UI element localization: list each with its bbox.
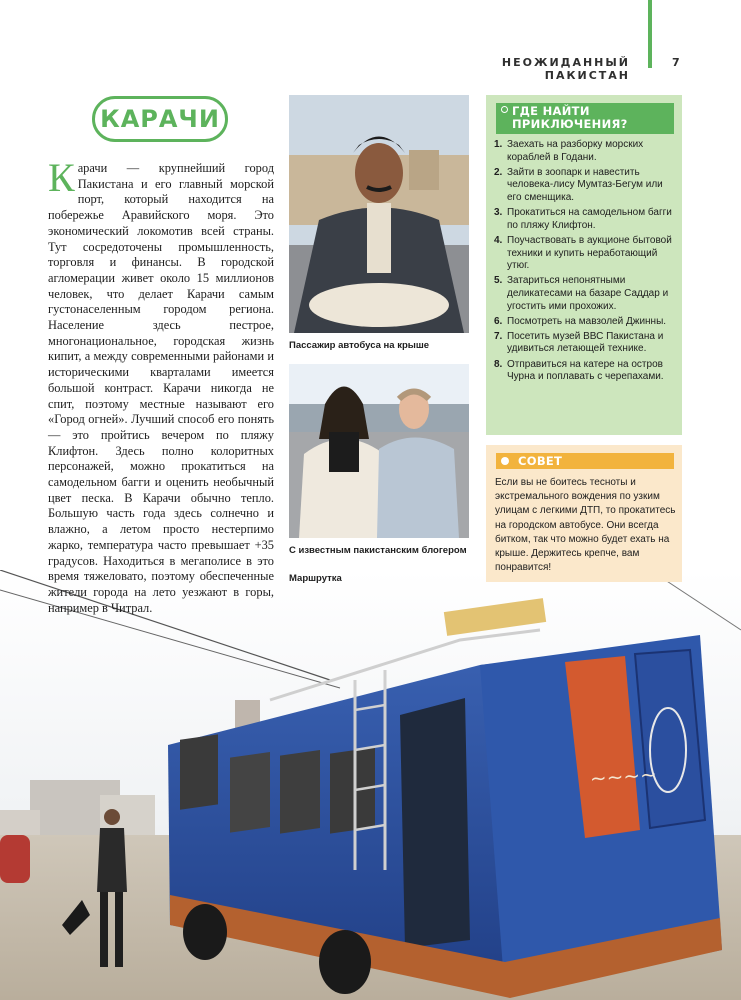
list-item: 7. Посетить музей ВВС Пакистана и удивиться летающей технике. [494, 330, 664, 355]
page-number: 7 [672, 56, 680, 69]
photo-caption-2: С известным пакистанским блогером [289, 545, 467, 556]
lightbulb-icon [501, 106, 508, 113]
photo-roof-passenger [289, 95, 469, 333]
section-title: КАРАЧИ [92, 96, 228, 142]
photo-blogger [289, 364, 469, 538]
list-item: 6. Посмотреть на мавзолей Джинны. [494, 315, 667, 327]
list-item: 5. Затариться непонятными деликатесами на базаре Саддар и угостить ими прохожих. [494, 275, 669, 312]
list-item: 3. Прокатиться на самодельном багги по пляжу Клифтон. [494, 207, 672, 231]
header-accent-bar [648, 0, 652, 68]
article-text: арачи — крупнейший город Пакистана и его главный морской порт, который находится на побережье Аравийского моря. Это экономический локомотив всей страны. Тут сосредоточены промышленность, торговля и финансы. В городской агломерации живет около 15 миллионов человек, что делает Карачи самым густонаселенным городом региона. Население здесь пестрое, многонациональное, городская жизнь кипит, а между современными районами и историческими кварталами имеется большой контраст. Карачи никогда не спит, поэтому местные называют его «Город огней». Лучший способ его понять — это пройтись вечером по пляжу Клифтон. Здесь полно колоритных персонажей, можно прокатиться на самодельном багги и оценить необычный цвет песка. В Карачи обычно тепло. Большую часть года здесь солнечно и влажно, а летом просто нестерпимо жарко, температура часто превышает +35 градусов. Находиться в мегаполисе в это время тяжеловато, поэтому обеспеченные жители города на лето уезжают в горы, например в Читрал. [48, 161, 274, 615]
article-body [48, 155, 274, 616]
list-item: 8. Отправиться на катере на остров Чурна и поплавать с черепахами. [494, 358, 664, 383]
adventures-title: ГДЕ НАЙТИ ПРИКЛЮЧЕНИЯ? [512, 104, 628, 131]
tip-text: Если вы не боитесь тесноты и экстремального вождения по узким улицам с легкими ДТП, то прокатитесь на городском автобусе. Они всегда битком, так что можно будет ехать на крыше. Держитесь крепче, вам понравится! [495, 477, 676, 574]
adventures-heading [496, 103, 674, 134]
adventures-list [494, 139, 678, 386]
photo-caption-1: Пассажир автобуса на крыше [289, 340, 430, 351]
list-item: 1. Заехать на разборку морских кораблей в Годани. [494, 139, 644, 163]
list-item: 2. Зайти в зоопарк и навестить человека-лису Мумтаз-Бегум или его сменщика. [494, 166, 663, 203]
drop-cap: К [48, 155, 75, 200]
svg-text:~~~~: ~~~~ [589, 762, 658, 791]
tip-lightbulb-icon [501, 457, 509, 465]
tip-heading: СОВЕТ [496, 453, 674, 469]
photo-caption-3: Маршрутка [289, 573, 342, 584]
bus-photo [0, 570, 741, 1000]
running-header: НЕОЖИДАННЫЙ ПАКИСТАН [501, 56, 630, 82]
list-item: 4. Поучаствовать в аукционе бытовой техники и купить неработающий утюг. [494, 234, 672, 272]
